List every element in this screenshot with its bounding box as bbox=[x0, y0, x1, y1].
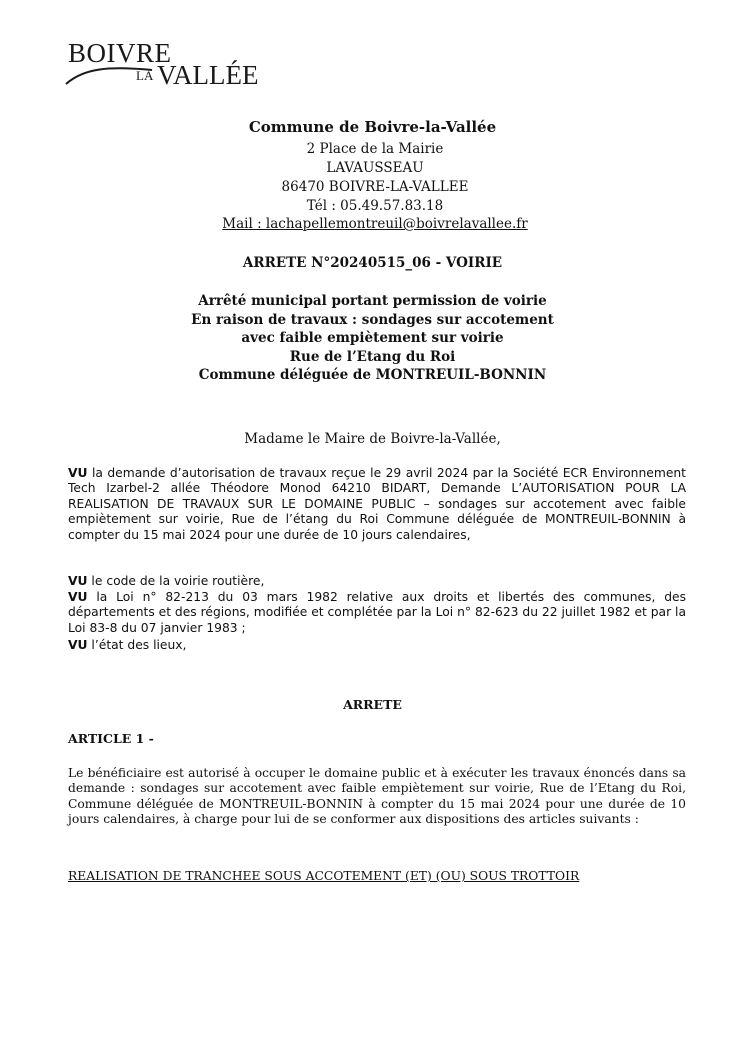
vu-label: VU bbox=[68, 466, 88, 480]
vu-label: VU bbox=[68, 638, 88, 652]
article-1-text: Le bénéficiaire est autorisé à occuper le domaine public et à exécuter les travaux énoncés dans sa demande : sondages sur accotement avec faible empiètement sur voirie, Rue de l’Etang du Roi, Commune déléguée de MONTREUIL-BONNIN à compter du 15 mai 2024 pour une durée de 10 jours calendaires, à charge pour lui de se conformer aux dispositions des articles suivants : bbox=[68, 766, 686, 827]
address-line: 2 Place de la Mairie bbox=[306, 141, 444, 157]
title-line-2: En raison de travaux : sondages sur accotement bbox=[191, 311, 554, 328]
consideration-vu-4 bbox=[68, 638, 686, 653]
title-line-4: Rue de l’Etang du Roi bbox=[289, 348, 456, 365]
title-line-1: Arrêté municipal portant permission de voirie bbox=[198, 293, 547, 309]
vu-text: le code de la voirie routière, bbox=[87, 574, 265, 588]
title-line-3: avec faible empiètement sur voirie bbox=[241, 330, 504, 346]
logo-text-bottom: VALLÉE bbox=[157, 60, 259, 90]
title-line-5: Commune déléguée de MONTREUIL-BONNIN bbox=[198, 367, 547, 383]
consideration-vu-2 bbox=[68, 574, 686, 589]
postcode-city-line: 86470 BOIVRE-LA-VALLEE bbox=[281, 179, 469, 195]
vu-text: l’état des lieux, bbox=[87, 638, 187, 652]
phone-line: Tél : 05.49.57.83.18 bbox=[306, 198, 444, 214]
decision-label: ARRETE bbox=[343, 697, 402, 712]
vu-label: VU bbox=[68, 574, 88, 588]
section-heading: REALISATION DE TRANCHEE SOUS ACCOTEMENT (ET) (OU) SOUS TROTTOIR bbox=[68, 869, 580, 883]
consideration-vu-3 bbox=[68, 590, 686, 636]
commune-logo bbox=[64, 38, 264, 100]
arrete-title bbox=[0, 292, 745, 385]
vu-text: la Loi n° 82-213 du 03 mars 1982 relative aux droits et libertés des communes, des départements et des régions, modifiée et complétée par la Loi n° 82-623 du 22 juillet 1982 et par la Loi 83-8 du 07 janvier 1983 ; bbox=[68, 590, 686, 635]
authority-line: Madame le Maire de Boivre-la-Vallée, bbox=[244, 431, 501, 447]
commune-name: Commune de Boivre-la-Vallée bbox=[248, 118, 497, 136]
vu-label: VU bbox=[68, 590, 88, 604]
consideration-vu-1 bbox=[68, 466, 686, 543]
logo-text-top: BOIVRE bbox=[68, 38, 172, 68]
vu-text: la demande d’autorisation de travaux reçue le 29 avril 2024 par la Société ECR Environnement Tech Izarbel-2 allée Théodore Monod 64210 BIDART, Demande L’AUTORISATION POUR LA REALISATION DE TRAVAUX SUR LE DOMAINE PUBLIC – sondages sur accotement avec faible empiètement sur voirie, Rue de l’étang du Roi Commune déléguée de MONTREUIL-BONNIN à compter du 15 mai 2024 pour une durée de 10 jours calendaires, bbox=[68, 466, 686, 542]
logo-text-la: LA bbox=[136, 68, 154, 83]
article-1-heading: ARTICLE 1 - bbox=[68, 731, 154, 746]
locality-line: LAVAUSSEAU bbox=[326, 160, 424, 176]
mail-link[interactable]: Mail : lachapellemontreuil@boivrelavallee.fr bbox=[222, 216, 528, 232]
arrete-number: ARRETE N°20240515_06 - VOIRIE bbox=[242, 255, 503, 271]
